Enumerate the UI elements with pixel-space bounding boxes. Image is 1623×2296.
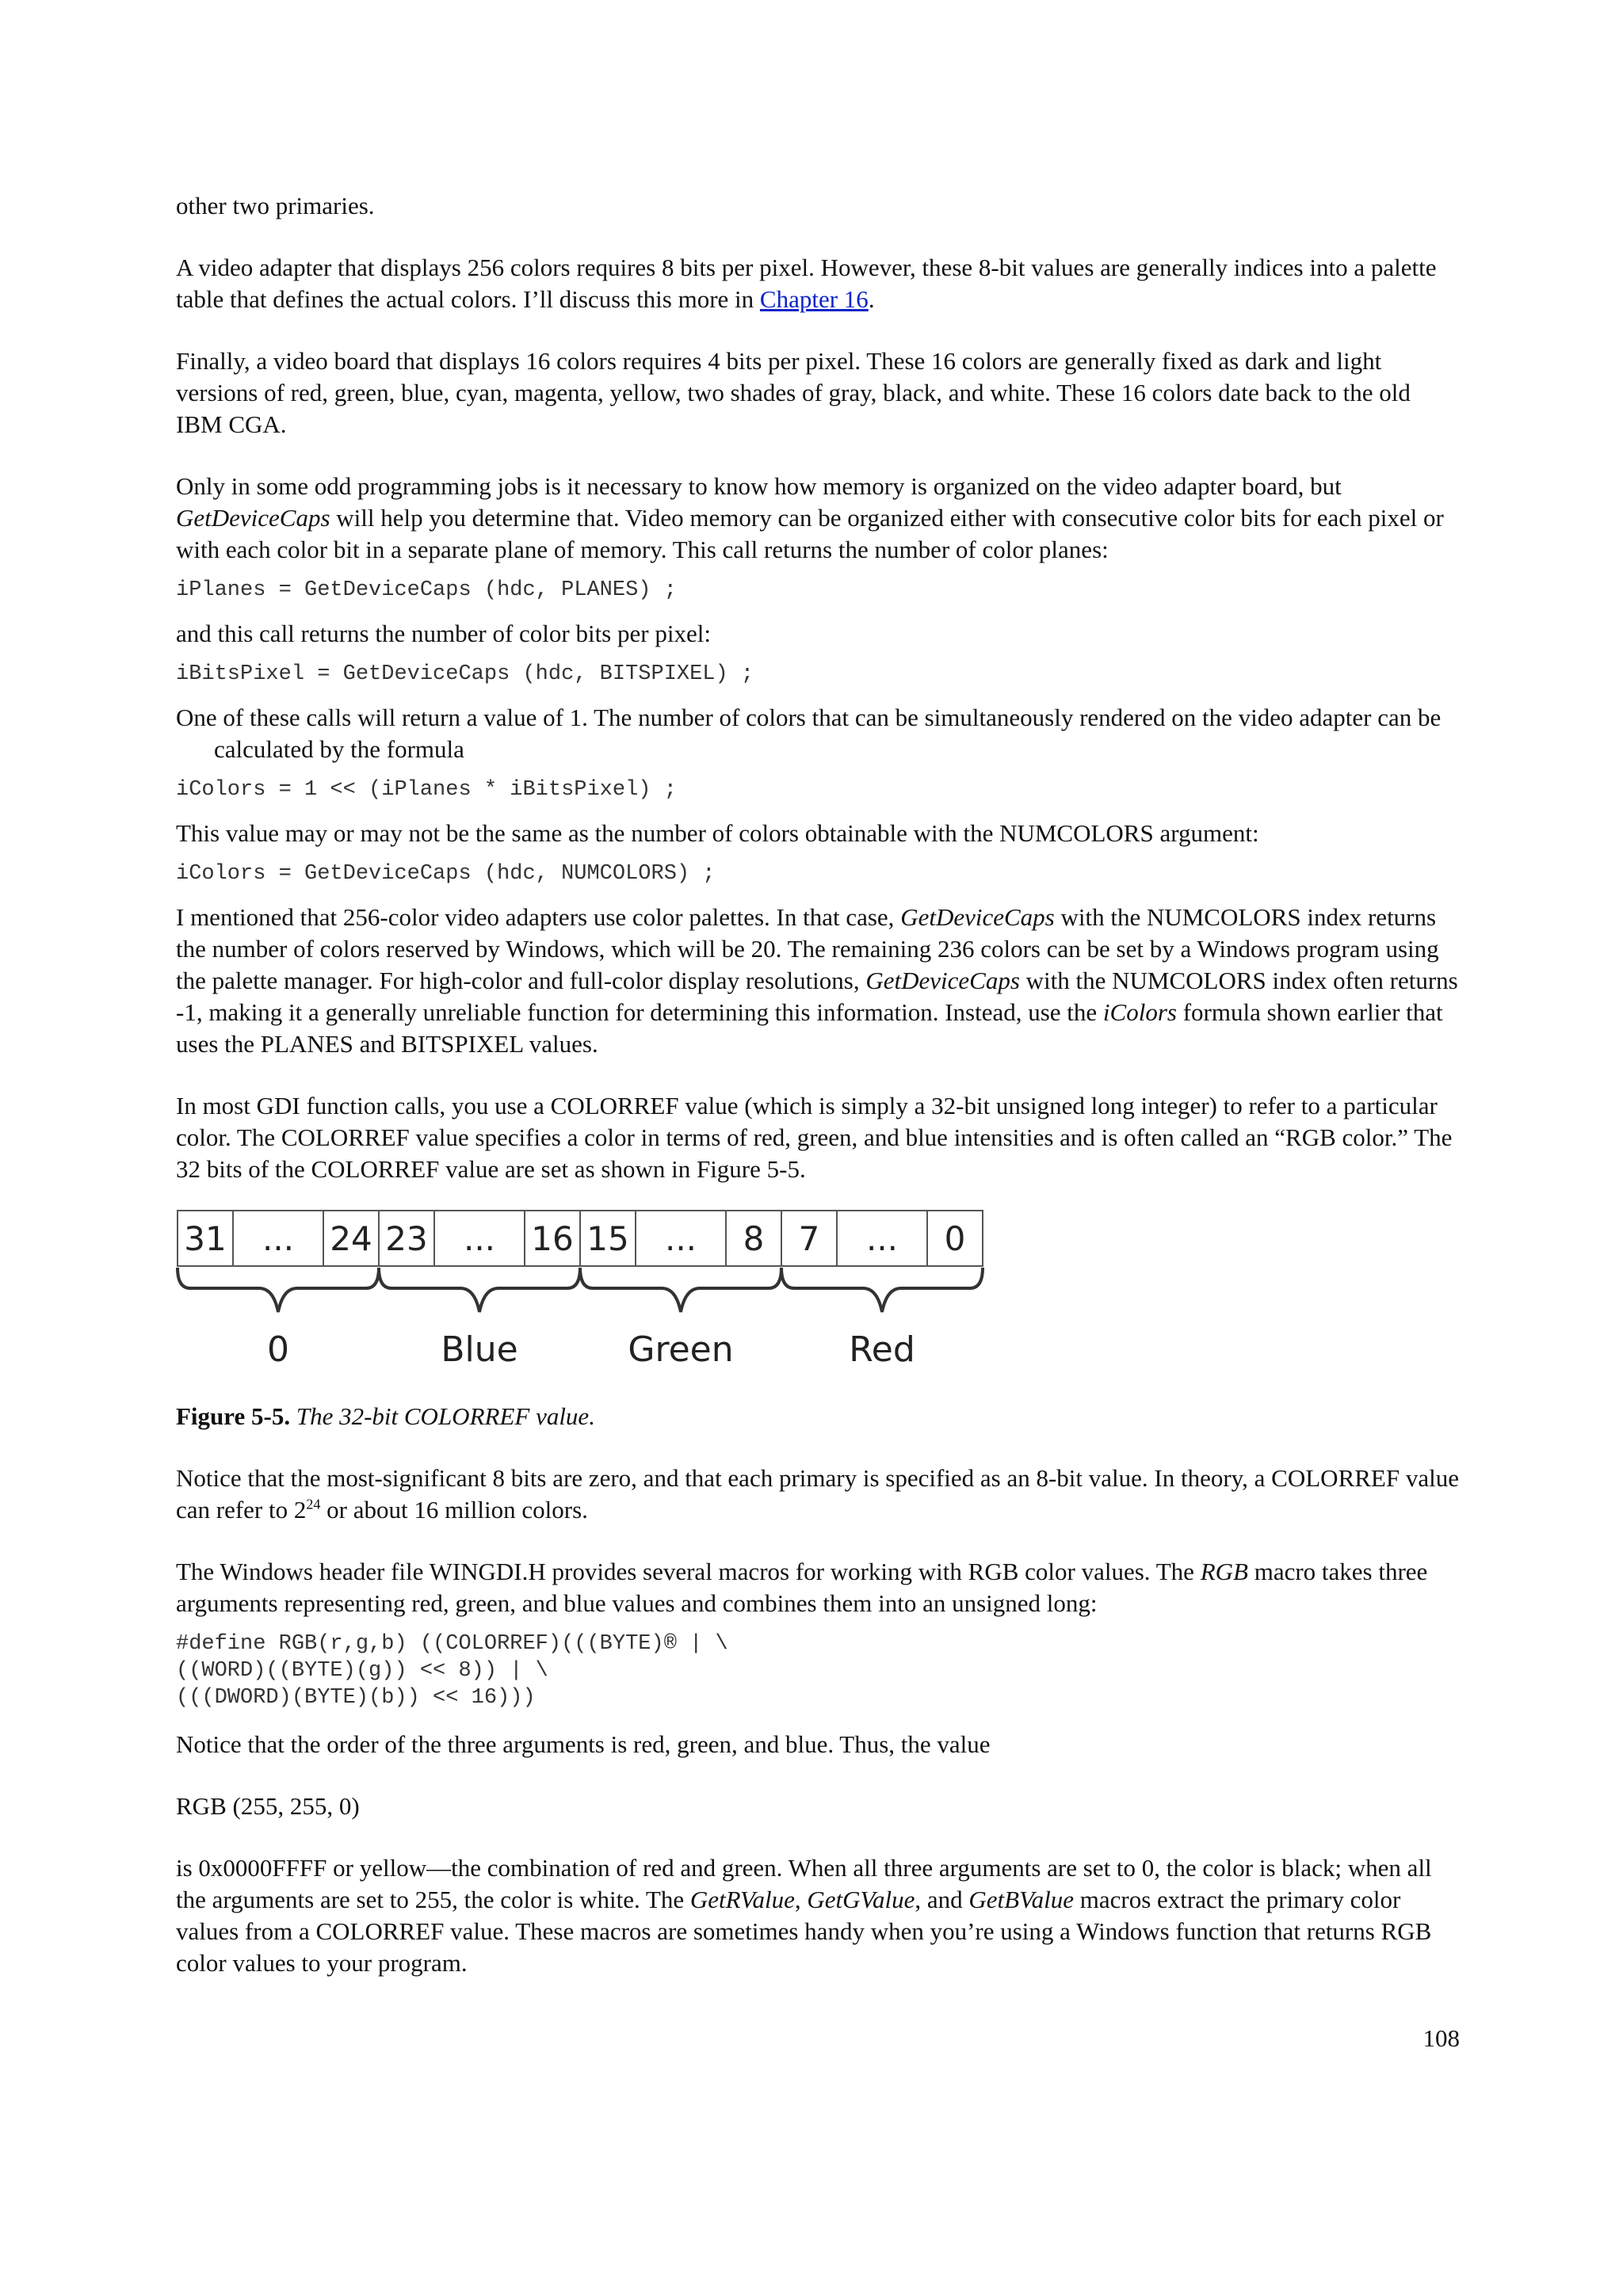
bit-cell-label: ... — [865, 1219, 899, 1258]
figure-label: Figure 5-5. — [176, 1402, 291, 1430]
code-planes: iPlanes = GetDeviceCaps (hdc, PLANES) ; — [176, 578, 677, 602]
text-run: Finally, a video board that displays 16 colors requires 4 bits per pixel. These 16 colors are generally fixed as dark and light versions of red, green, blue, cyan, magenta, yellow, two shades of gray, black, and white. These 16 colors date back to the old IBM CGA. — [176, 347, 1411, 438]
bit-cell-label: ... — [664, 1219, 697, 1258]
paragraph-continuation — [176, 190, 1460, 222]
text-run: Notice that the order of the three arguments is red, green, and blue. Thus, the value — [176, 1730, 991, 1758]
text-run: In most GDI function calls, you use a COLORREF value (which is simply a 32-bit unsigned long integer) to refer to a particular color. The COLORREF value specifies a color in terms of red, green, and blue intensities and is often called an “RGB color.” The 32 bits of the COLORREF value are set as shown in Figure 5-5. — [176, 1092, 1453, 1183]
text-run: or about 16 million colors. — [320, 1496, 588, 1524]
italic-term: GetGValue — [807, 1886, 915, 1913]
italic-term: GetRValue — [689, 1886, 795, 1913]
field-labels — [267, 1329, 915, 1370]
paragraph-bits-per-pixel — [176, 618, 1460, 650]
text-run: will help you determine that. Video memory can be organized either with consecutive color bits for each pixel or with each color bit in a separate plane of memory. This call returns the number of color planes: — [176, 504, 1444, 563]
text-run: , and — [915, 1886, 969, 1913]
italic-term: iColors — [1102, 998, 1177, 1026]
document-page — [176, 190, 1460, 2009]
field-label: 0 — [267, 1329, 289, 1370]
bit-cell-label: 0 — [944, 1219, 966, 1258]
bit-cell-label: 8 — [743, 1219, 765, 1258]
paragraph-formula-intro — [176, 702, 1460, 765]
field-brace — [781, 1268, 983, 1312]
text-run: formula shown earlier that uses the PLANES and BITSPIXEL values. — [176, 998, 1443, 1058]
field-brace — [178, 1268, 379, 1312]
code-line: (((DWORD)(BYTE)(b)) << 16))) — [176, 1686, 536, 1710]
paragraph-256-colors — [176, 252, 1460, 315]
text-run: I mentioned that 256-color video adapters use color palettes. In that case, — [176, 903, 901, 931]
bit-cell-label: 15 — [586, 1219, 629, 1258]
code-numcolors: iColors = GetDeviceCaps (hdc, NUMCOLORS) ; — [176, 862, 716, 886]
bit-cell-label: 24 — [330, 1219, 372, 1258]
text-run: Notice that the most-significant 8 bits are zero, and that each primary is specified as an 8-bit value. In theory, a COLORREF value can refer to 2 — [176, 1464, 1459, 1524]
text-run: . — [868, 285, 875, 313]
field-brace — [379, 1268, 580, 1312]
bit-cell-label: 16 — [531, 1219, 574, 1258]
text-run: other two primaries. — [176, 192, 375, 219]
text-run: A video adapter that displays 256 colors requires 8 bits per pixel. However, these 8-bit values are generally indices into a palette table that defines the actual colors. I’ll discuss this more in — [176, 254, 1437, 313]
bit-cell-label: ... — [262, 1219, 295, 1258]
code-bitspixel: iBitsPixel = GetDeviceCaps (hdc, BITSPIXEL) ; — [176, 662, 754, 686]
field-label: Red — [849, 1329, 915, 1370]
field-brace — [580, 1268, 781, 1312]
paragraph-numcolors-intro — [176, 818, 1460, 849]
paragraph-yellow — [176, 1852, 1460, 1979]
code-rgb-macro — [176, 1630, 1460, 1711]
text-run: This value may or may not be the same as the number of colors obtainable with the NUMCOLORS argument: — [176, 819, 1259, 847]
chapter-16-link[interactable]: Chapter 16 — [759, 285, 869, 313]
code-line: #define RGB(r,g,b) ((COLORREF)(((BYTE)® | \ — [176, 1632, 728, 1656]
text-run: One of these calls will return a value of 1. The number of colors that can be simultaneously rendered on the video adapter can be calculated by the formula — [176, 704, 1442, 763]
code-colors-formula: iColors = 1 << (iPlanes * iBitsPixel) ; — [176, 778, 677, 802]
paragraph-palettes — [176, 902, 1460, 1060]
field-braces — [178, 1268, 983, 1312]
text-run: macros extract the primary color values from a COLORREF value. These macros are sometimes handy when you’re using a Windows function that returns RGB color values to your program. — [176, 1886, 1432, 1977]
text-run: Only in some odd programming jobs is it necessary to know how memory is organized on the video adapter board, but — [176, 472, 1342, 500]
field-label: Blue — [441, 1329, 518, 1370]
text-run: with the NUMCOLORS index returns the number of colors reserved by Windows, which will be 20. The remaining 236 colors can be set by a Windows program using the palette manager. For high-color and full-color display resolutions, — [176, 903, 1439, 994]
bit-cell-label: 7 — [798, 1219, 820, 1258]
italic-term: GetBValue — [968, 1886, 1074, 1913]
paragraph-rgb-example — [176, 1791, 1460, 1822]
page-number: 108 — [1423, 2024, 1460, 2052]
paragraph-most-significant — [176, 1463, 1460, 1526]
figure-caption — [176, 1401, 1460, 1432]
text-run: with the NUMCOLORS index often returns -1, making it a generally unreliable function for determining this information. Instead, use the — [176, 967, 1458, 1026]
bit-cells — [184, 1211, 965, 1266]
text-run: is 0x0000FFFF or yellow—the combination of red and green. When all three arguments are set to 0, the color is black; when all the arguments are set to 255, the color is white. The — [176, 1854, 1432, 1913]
paragraph-argument-order — [176, 1729, 1460, 1760]
paragraph-colorref — [176, 1090, 1460, 1185]
text-run: macro takes three arguments representing red, green, and blue values and combines them into an unsigned long: — [176, 1558, 1428, 1617]
code-line: ((WORD)((BYTE)(g)) << 8)) | \ — [176, 1659, 548, 1683]
colorref-bit-diagram — [176, 1209, 992, 1375]
italic-term: GetDeviceCaps — [865, 967, 1020, 994]
text-run: The Windows header file WINGDI.H provides several macros for working with RGB color values. The — [176, 1558, 1201, 1585]
paragraph-16-colors — [176, 345, 1460, 441]
field-label: Green — [628, 1329, 734, 1370]
superscript-exponent: 24 — [306, 1496, 321, 1512]
paragraph-memory-organization — [176, 471, 1460, 566]
italic-term: GetDeviceCaps — [176, 504, 330, 532]
bit-cell-label: 31 — [184, 1219, 227, 1258]
bit-cell-label: 23 — [385, 1219, 428, 1258]
italic-term: GetDeviceCaps — [900, 903, 1055, 931]
colorref-figure — [176, 1209, 992, 1375]
figure-caption-text: The 32-bit COLORREF value. — [290, 1402, 595, 1430]
text-run: RGB (255, 255, 0) — [176, 1792, 360, 1820]
paragraph-wingdi — [176, 1556, 1460, 1619]
bit-cell-label: ... — [463, 1219, 496, 1258]
text-run: and this call returns the number of color bits per pixel: — [176, 620, 711, 647]
italic-term: RGB — [1200, 1558, 1248, 1585]
text-run: , — [794, 1886, 808, 1913]
